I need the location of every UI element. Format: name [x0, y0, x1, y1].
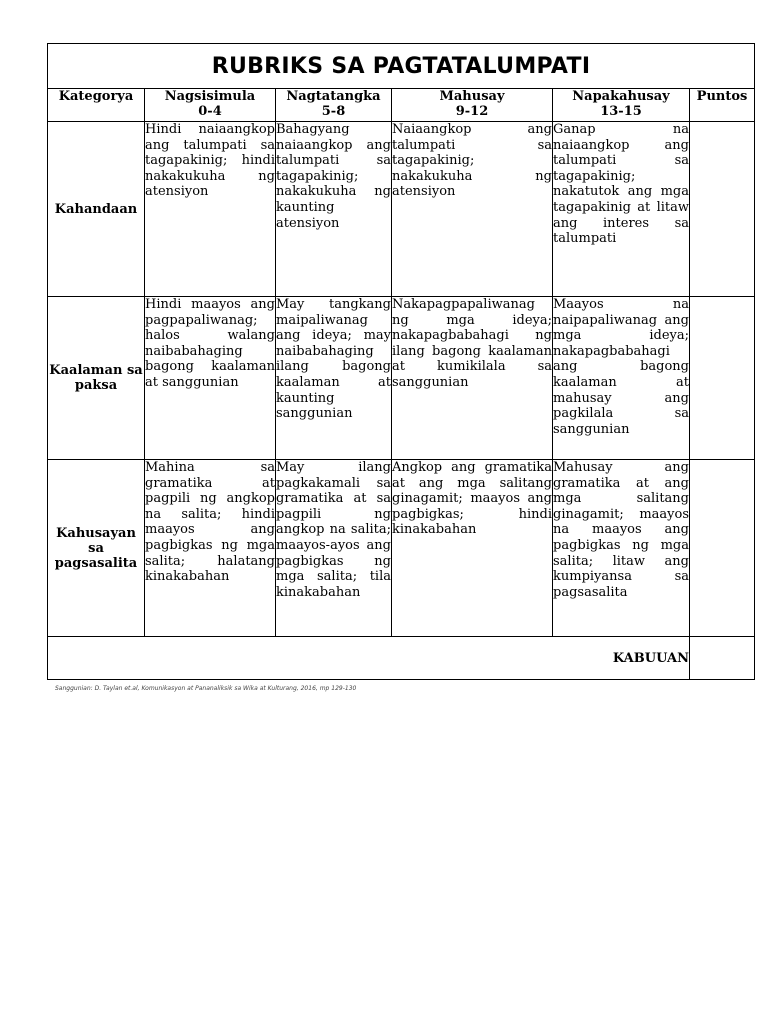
header-level-label: Napakahusay	[572, 89, 670, 104]
header-level-label: Mahusay	[439, 89, 505, 104]
puntos-cell[interactable]	[690, 460, 755, 637]
header-level-range: 13-15	[600, 104, 642, 119]
criteria-cell: Mahina sa gramatika at pagpili ng angkop na salita; hindi maayos ang pagbigkas ng mga salita; halatang kinakabahan	[145, 460, 276, 637]
header-level-nagsisimula	[145, 89, 276, 122]
header-level-label: Nagsisimula	[164, 89, 256, 104]
criteria-cell: May tangkang maipaliwanag ang ideya; may naibabahaging ilang bagong kaalaman at kaunting sanggunian	[276, 297, 392, 460]
criteria-cell: May ilang pagkakamali sa gramatika at sa pagpili ng angkop na salita; maayos-ayos ang pagbigkas ng mga salita; tila kinakabahan	[276, 460, 392, 637]
criteria-cell: Nakapagpapaliwanag ng mga ideya; nakapagbabahagi ng ilang bagong kaalaman at kumikilala sa sanggunian	[392, 297, 553, 460]
category-cell: Kahandaan	[48, 122, 145, 297]
source-citation: Sanggunian: D. Taylan et.al, Komunikasyon at Pananaliksik sa Wika at Kulturang, 2016, mp 129-130	[55, 685, 357, 692]
header-level-mahusay	[392, 89, 553, 122]
puntos-cell[interactable]	[690, 122, 755, 297]
rubric-page	[47, 43, 754, 680]
total-row	[48, 637, 755, 680]
table-row	[48, 297, 755, 460]
criteria-cell: Hindi naiaangkop ang talumpati sa tagapakinig; hindi nakakukuha ng atensiyon	[145, 122, 276, 297]
criteria-cell: Angkop ang gramatika at ang mga salitang ginagamit; maayos ang pagbigkas; hindi kinakabahan	[392, 460, 553, 637]
header-level-nagtatangka	[276, 89, 392, 122]
rubric-table	[47, 43, 755, 680]
header-level-range: 5-8	[321, 104, 346, 119]
header-level-label: Nagtatangka	[286, 89, 381, 104]
header-puntos: Puntos	[690, 89, 755, 122]
table-row	[48, 122, 755, 297]
header-level-range: 0-4	[198, 104, 222, 119]
category-cell: Kaalaman sa paksa	[48, 297, 145, 460]
table-row	[48, 460, 755, 637]
criteria-cell: Mahusay ang gramatika at ang mga salitang ginagamit; maayos na maayos ang pagbigkas ng mga salita; litaw ang kumpiyansa sa pagsasalita	[553, 460, 690, 637]
criteria-cell: Naiaangkop ang talumpati sa tagapakinig; nakakukuha ng atensiyon	[392, 122, 553, 297]
header-kategorya: Kategorya	[48, 89, 145, 122]
criteria-cell: Maayos na naipapaliwanag ang mga ideya; nakapagbabahagi ang bagong kaalaman at mahusay ang pagkilala sa sanggunian	[553, 297, 690, 460]
criteria-cell: Ganap na naiaangkop ang talumpati sa tagapakinig; nakatutok ang mga tagapakinig at litaw ang interes sa talumpati	[553, 122, 690, 297]
total-value-cell[interactable]	[690, 637, 755, 680]
rubric-title: RUBRIKS SA PAGTATALUMPATI	[48, 44, 755, 89]
header-level-range: 9-12	[455, 104, 489, 119]
category-cell: Kahusayan sa pagsasalita	[48, 460, 145, 637]
criteria-cell: Hindi maayos ang pagpapaliwanag; halos walang naibabahaging bagong kaalaman at sanggunian	[145, 297, 276, 460]
header-level-napakahusay	[553, 89, 690, 122]
puntos-cell[interactable]	[690, 297, 755, 460]
total-label: KABUUAN	[48, 637, 690, 680]
criteria-cell: Bahagyang naiaangkop ang talumpati sa tagapakinig; nakakukuha ng kaunting atensiyon	[276, 122, 392, 297]
